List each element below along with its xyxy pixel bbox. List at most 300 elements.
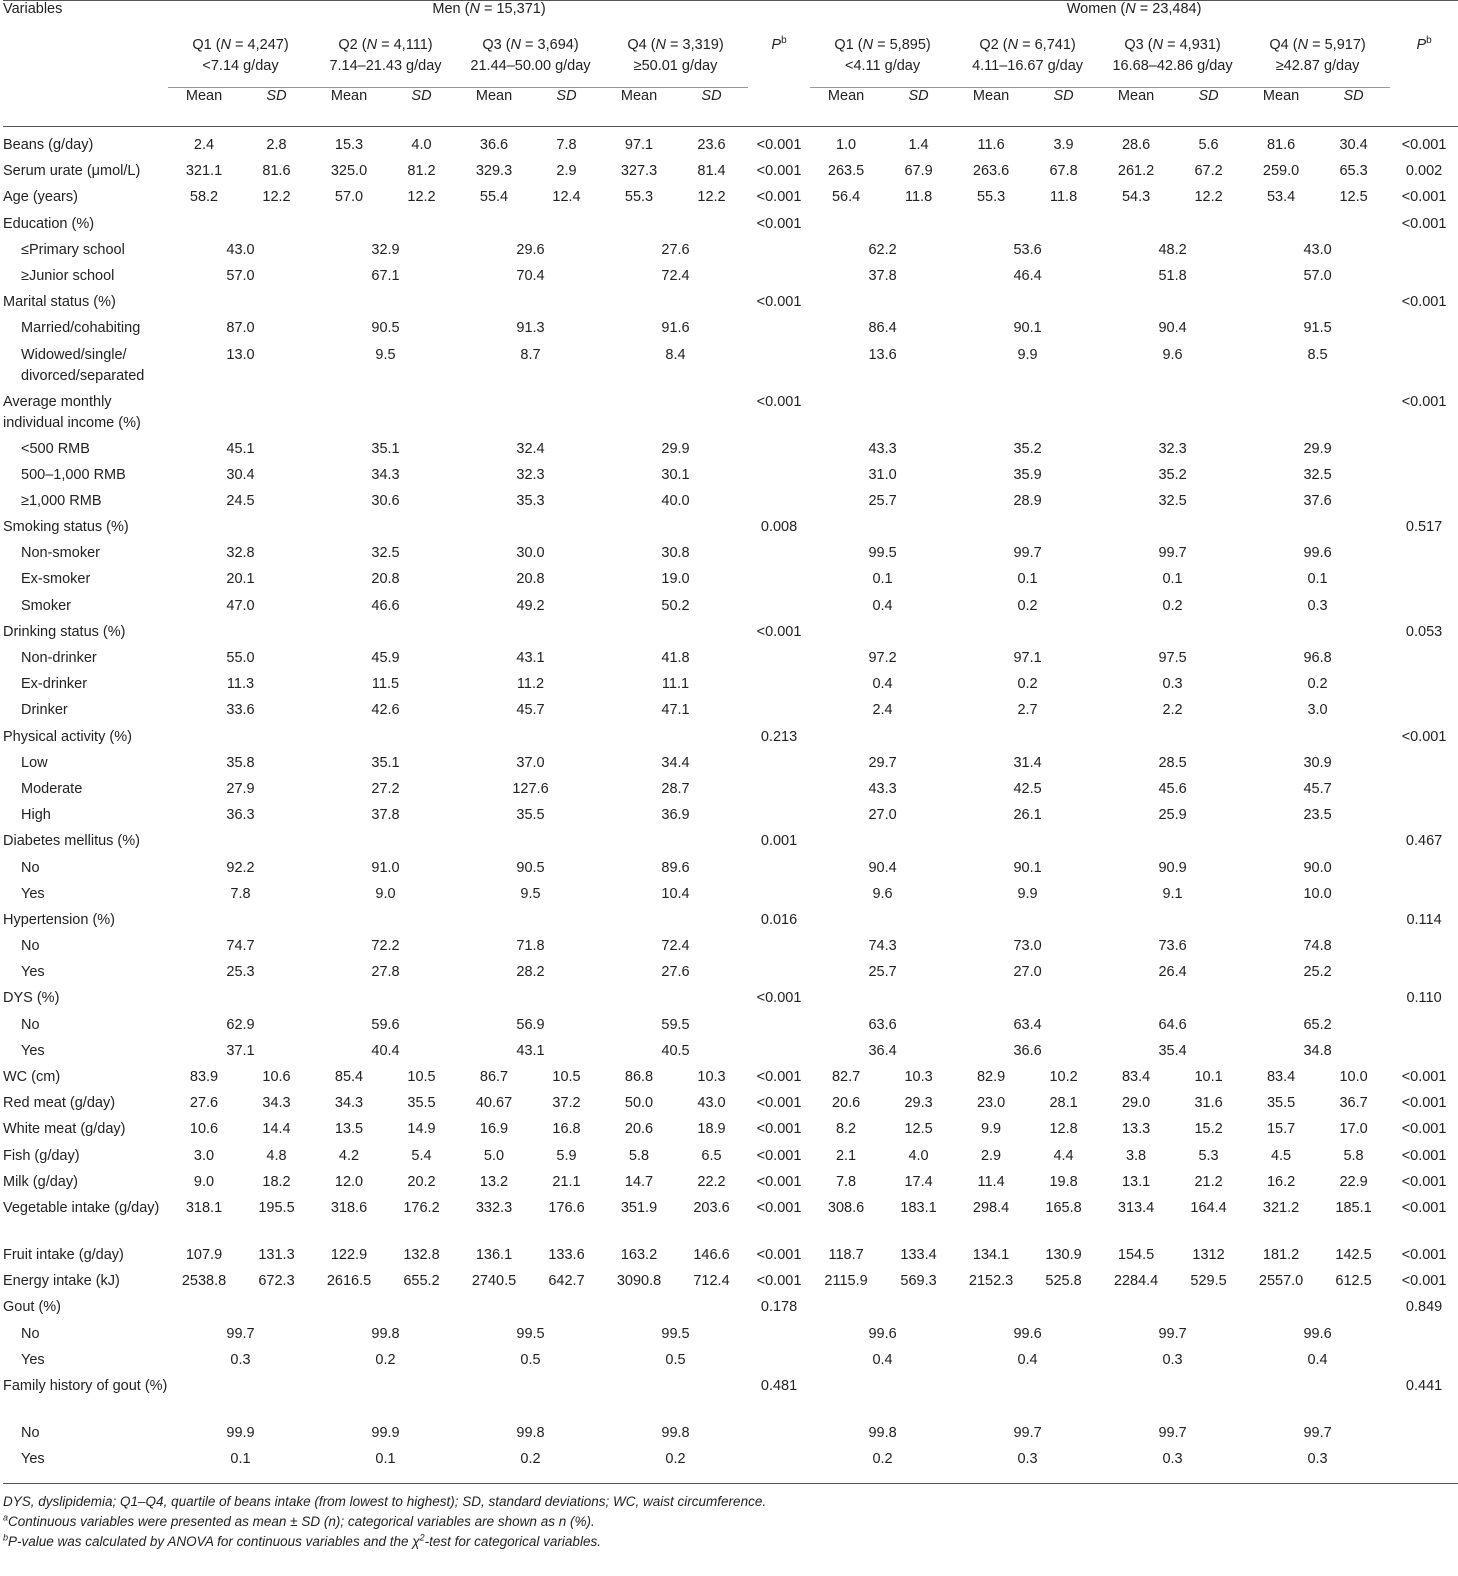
percent-cell: 35.4: [1158, 1042, 1187, 1059]
value-cell: 4.8: [266, 1147, 287, 1164]
quartile-range: <7.14 g/day: [202, 58, 279, 74]
p-value-cell: [748, 936, 810, 962]
percent-cell: 90.5: [516, 859, 545, 876]
percent-cell: 43.0: [226, 241, 255, 258]
p-value-cell: [748, 1423, 810, 1449]
p-value-cell: [1390, 779, 1458, 805]
value-cell: 4.5: [1270, 1147, 1292, 1164]
percent-cell: 45.9: [371, 650, 400, 666]
value-cell: 17.0: [1339, 1121, 1368, 1138]
p-value-cell: <0.001: [756, 1173, 802, 1190]
value-cell: 67.8: [1049, 163, 1078, 180]
value-cell: 2616.5: [326, 1273, 372, 1290]
row-label: Diabetes mellitus (%): [3, 833, 140, 850]
percent-cell: 32.5: [1303, 466, 1332, 483]
p-value-cell: [1390, 569, 1458, 595]
table-row: [3, 805, 1458, 831]
value-cell: 154.5: [1117, 1246, 1155, 1263]
value-cell: 612.5: [1335, 1273, 1372, 1290]
mean-header: Mean: [168, 88, 240, 127]
p-value-cell: [1390, 345, 1458, 392]
percent-cell: 0.2: [1307, 676, 1328, 693]
percent-cell: 25.2: [1303, 964, 1332, 981]
p-value-cell: [748, 318, 810, 344]
row-label: Low: [21, 754, 48, 771]
percent-cell: 89.6: [661, 859, 690, 876]
value-cell: 10.5: [407, 1069, 436, 1085]
value-cell: 2557.0: [1258, 1273, 1304, 1290]
percent-cell: 90.1: [1013, 859, 1042, 876]
percent-cell: 29.9: [661, 440, 690, 457]
table-row: [3, 392, 1458, 439]
percent-cell: 0.2: [458, 1449, 603, 1484]
p-value-cell: <0.001: [756, 1147, 802, 1164]
row-label: Yes: [3, 1449, 168, 1484]
value-cell: 12.2: [697, 189, 726, 206]
percent-cell: 40.0: [661, 492, 690, 509]
percent-cell: 20.8: [371, 571, 400, 588]
percent-cell: 0.2: [1017, 676, 1038, 693]
value-cell: 1312: [1192, 1246, 1225, 1263]
p-value-cell: [748, 439, 810, 465]
percent-cell: 27.6: [661, 241, 690, 258]
table-row: [3, 596, 1458, 622]
percent-cell: 51.8: [1158, 267, 1187, 284]
value-cell: 56.4: [831, 189, 861, 206]
percent-cell: 0.1: [872, 571, 893, 588]
percent-cell: 11.5: [371, 676, 400, 693]
p-value-cell: [1390, 1449, 1458, 1484]
value-cell: 5.6: [1198, 137, 1219, 153]
value-cell: 83.4: [1266, 1069, 1296, 1085]
value-cell: 11.8: [1049, 189, 1078, 206]
p-value-cell: 0.849: [1405, 1299, 1443, 1316]
percent-cell: 90.0: [1303, 859, 1332, 876]
blank-cell: [810, 1297, 1390, 1323]
percent-cell: 30.1: [661, 466, 690, 483]
percent-cell: 9.1: [1162, 885, 1183, 902]
mean-header: Mean: [1100, 88, 1172, 127]
value-cell: 712.4: [693, 1273, 730, 1290]
p-value-cell: <0.001: [756, 1199, 802, 1216]
row-label: Beans (g/day): [3, 137, 94, 153]
value-cell: 10.6: [189, 1121, 219, 1138]
p-value-cell: 0.481: [760, 1377, 798, 1394]
percent-cell: 27.2: [371, 780, 400, 797]
row-label: Hypertension (%): [3, 911, 116, 928]
row-label: Widowed/single/ divorced/separated: [21, 346, 145, 384]
percent-cell: 35.2: [1158, 466, 1187, 483]
value-cell: 29.3: [904, 1095, 933, 1112]
percent-cell: 70.4: [516, 267, 545, 284]
blank-cell: [810, 988, 1390, 1014]
quartile-header: [810, 35, 955, 88]
row-label: Milk (g/day): [3, 1173, 78, 1190]
value-cell: 2.4: [193, 137, 215, 153]
percent-cell: 35.2: [1013, 440, 1042, 457]
value-cell: 118.7: [828, 1246, 864, 1263]
percent-cell: 99.6: [1303, 545, 1332, 562]
value-cell: 569.3: [900, 1273, 937, 1290]
percent-cell: 30.8: [661, 545, 690, 562]
percent-cell: 20.1: [226, 571, 255, 588]
table-row: [3, 858, 1458, 884]
percent-cell: 34.4: [661, 754, 690, 771]
value-cell: 176.6: [548, 1199, 585, 1216]
table-row: [3, 127, 1458, 162]
percent-cell: 0.2: [1017, 597, 1038, 614]
row-label: Ex-smoker: [21, 571, 91, 588]
value-cell: 185.1: [1335, 1199, 1372, 1216]
value-cell: 83.4: [1121, 1069, 1151, 1085]
blank-cell: [810, 1376, 1390, 1423]
p-value-cell: <0.001: [756, 1121, 802, 1138]
value-cell: 65.3: [1339, 163, 1368, 180]
value-cell: 308.6: [827, 1199, 865, 1216]
value-cell: 146.6: [693, 1246, 730, 1263]
percent-cell: 91.6: [661, 320, 690, 337]
p-value-cell: <0.001: [756, 393, 802, 410]
percent-cell: 26.1: [1013, 807, 1042, 824]
percent-cell: 8.5: [1307, 346, 1328, 363]
percent-cell: 29.9: [1303, 440, 1332, 457]
quartile-label: Q1 (N = 4,247): [192, 37, 289, 53]
p-value-cell: 0.110: [1406, 990, 1442, 1007]
quartile-label: Q1 (N = 5,895): [834, 37, 931, 53]
p-value-cell: [1390, 1324, 1458, 1350]
value-cell: 37.2: [552, 1095, 581, 1112]
p-value-cell: [1390, 266, 1458, 292]
row-label: Yes: [21, 885, 45, 902]
value-cell: 163.2: [620, 1246, 658, 1263]
value-cell: 28.6: [1121, 137, 1151, 153]
quartile-range: 7.14–21.43 g/day: [329, 58, 442, 74]
quartile-header: [955, 35, 1100, 88]
value-cell: 21.2: [1194, 1173, 1223, 1190]
value-cell: 14.9: [407, 1121, 436, 1138]
value-cell: 20.6: [831, 1095, 861, 1112]
p-value-cell: <0.001: [1401, 1147, 1447, 1164]
row-label: Drinker: [21, 702, 68, 719]
mean-header: Mean: [955, 88, 1027, 127]
percent-cell: 8.4: [665, 346, 686, 363]
p-value-cell: <0.001: [1401, 1273, 1447, 1290]
percent-cell: 35.9: [1013, 466, 1042, 483]
table-row: [3, 753, 1458, 779]
percent-cell: 99.7: [1013, 545, 1042, 562]
table-row: [3, 1015, 1458, 1041]
percent-cell: 28.9: [1013, 492, 1042, 509]
percent-cell: 33.6: [226, 702, 255, 719]
percent-cell: 99.6: [1013, 1325, 1042, 1342]
p-value-cell: <0.001: [756, 137, 802, 153]
value-cell: 50.0: [624, 1095, 654, 1112]
value-cell: 181.2: [1262, 1246, 1300, 1263]
value-cell: 23.6: [697, 137, 726, 153]
p-value-cell: <0.001: [1401, 294, 1447, 311]
percent-cell: 99.8: [516, 1424, 545, 1441]
value-cell: 176.2: [403, 1199, 440, 1216]
percent-cell: 27.0: [868, 807, 897, 824]
quartile-label: Q2 (N = 4,111): [338, 37, 433, 53]
value-cell: 318.6: [330, 1199, 368, 1216]
row-label: Smoker: [21, 597, 71, 614]
value-cell: 329.3: [475, 163, 513, 180]
percent-cell: 91.0: [371, 859, 400, 876]
percent-cell: 11.3: [226, 676, 255, 693]
percent-cell: 71.8: [516, 938, 545, 955]
quartile-label: Q3 (N = 3,694): [482, 37, 579, 53]
blank-cell: [748, 88, 810, 127]
percent-cell: 26.4: [1158, 964, 1187, 981]
table-row: [3, 831, 1458, 857]
percent-cell: 36.3: [226, 807, 255, 824]
row-label: Married/cohabiting: [21, 320, 141, 337]
percent-cell: 2.4: [872, 702, 893, 719]
p-value-cell: [748, 1041, 810, 1067]
row-label: <500 RMB: [21, 440, 90, 457]
table-row: [3, 1376, 1458, 1423]
row-label: Yes: [21, 964, 45, 981]
sd-header: SD: [1172, 88, 1245, 127]
p-value-cell: 0.213: [760, 728, 798, 745]
row-label: No: [21, 1325, 40, 1342]
value-cell: 9.9: [980, 1121, 1002, 1138]
percent-cell: 28.5: [1158, 754, 1187, 771]
percent-cell: 0.3: [1162, 1351, 1183, 1368]
blank-cell: [168, 727, 748, 753]
p-value-cell: [748, 779, 810, 805]
p-value-cell: <0.001: [756, 163, 802, 180]
percent-cell: 13.6: [868, 346, 897, 363]
percent-cell: 2.2: [1162, 702, 1183, 719]
value-cell: 15.2: [1194, 1121, 1223, 1138]
p-value-cell: 0.053: [1405, 623, 1443, 640]
percent-cell: 7.8: [230, 885, 251, 902]
value-cell: 7.8: [556, 137, 577, 153]
percent-cell: 97.5: [1158, 650, 1187, 666]
percent-cell: 42.5: [1013, 780, 1042, 797]
p-value-cell: [748, 884, 810, 910]
percent-cell: 37.0: [516, 754, 545, 771]
value-cell: 18.2: [262, 1173, 291, 1190]
percent-cell: 13.0: [226, 346, 255, 363]
value-cell: 132.8: [403, 1246, 440, 1263]
percent-cell: 30.9: [1303, 754, 1332, 771]
row-label: ≥Junior school: [21, 267, 115, 284]
blank-cell: [168, 988, 748, 1014]
row-label: Education (%): [3, 215, 95, 232]
percent-cell: 99.6: [1303, 1325, 1332, 1342]
row-label: High: [21, 807, 51, 824]
value-cell: 43.0: [697, 1095, 726, 1112]
percent-cell: 99.9: [226, 1424, 255, 1441]
row-label: Drinking status (%): [3, 623, 126, 640]
percent-cell: 49.2: [516, 597, 545, 614]
percent-cell: 73.0: [1013, 938, 1042, 955]
row-label: Physical activity (%): [3, 728, 132, 745]
quartile-label: Q4 (N = 3,319): [627, 37, 724, 53]
value-cell: 53.4: [1266, 189, 1296, 206]
percent-cell: 0.4: [872, 597, 893, 614]
percent-cell: 28.2: [516, 964, 545, 981]
percent-cell: 0.1: [313, 1449, 458, 1484]
table-row: [3, 700, 1458, 726]
value-cell: 2740.5: [471, 1273, 517, 1290]
percent-cell: 9.6: [1162, 346, 1183, 363]
percent-cell: 62.9: [226, 1016, 255, 1033]
value-cell: 263.5: [827, 163, 865, 180]
p-value-cell: 0.114: [1406, 911, 1442, 928]
value-cell: 30.4: [1339, 137, 1368, 153]
value-cell: 318.1: [185, 1199, 223, 1216]
value-cell: 2.8: [266, 137, 287, 153]
value-cell: 36.6: [479, 137, 509, 153]
percent-cell: 72.4: [661, 938, 690, 955]
table-row: [3, 214, 1458, 240]
value-cell: 10.6: [262, 1069, 291, 1085]
row-label: Serum urate (μmol/L): [3, 163, 141, 180]
value-cell: 34.3: [334, 1095, 364, 1112]
p-value-cell: 0.008: [760, 519, 798, 536]
value-cell: 10.1: [1194, 1069, 1223, 1085]
p-value-cell: [1390, 1041, 1458, 1067]
row-label: 500–1,000 RMB: [21, 466, 126, 483]
p-value-cell: [748, 266, 810, 292]
p-value-cell: [1390, 753, 1458, 779]
p-value-cell: <0.001: [756, 1246, 802, 1263]
value-cell: 18.9: [697, 1121, 726, 1138]
percent-cell: 57.0: [1303, 267, 1332, 284]
percent-cell: 87.0: [226, 320, 255, 337]
value-cell: 3.0: [193, 1147, 215, 1164]
value-cell: 5.0: [483, 1147, 505, 1164]
percent-cell: 99.5: [868, 545, 897, 562]
percent-cell: 3.0: [1307, 702, 1328, 719]
percent-cell: 40.5: [661, 1042, 690, 1059]
blank-cell: [3, 88, 168, 127]
percent-cell: 37.8: [371, 807, 400, 824]
value-cell: 3.8: [1125, 1147, 1147, 1164]
value-cell: 195.5: [258, 1199, 295, 1216]
row-label: No: [21, 1016, 40, 1033]
percent-cell: 96.8: [1303, 650, 1332, 666]
row-label: White meat (g/day): [3, 1121, 126, 1138]
percent-cell: 0.2: [1162, 597, 1183, 614]
p-value-cell: [748, 1449, 810, 1484]
value-cell: 12.2: [262, 189, 291, 206]
value-cell: 14.7: [624, 1173, 654, 1190]
value-cell: 529.5: [1190, 1273, 1227, 1290]
p-value-cell: [1390, 439, 1458, 465]
p-value-cell: <0.001: [1401, 215, 1447, 232]
value-cell: 15.3: [334, 137, 364, 153]
value-cell: 29.0: [1121, 1095, 1151, 1112]
value-cell: 85.4: [334, 1069, 364, 1085]
percent-cell: 0.3: [1307, 597, 1328, 614]
value-cell: 5.8: [1343, 1147, 1364, 1164]
percent-cell: 99.7: [226, 1325, 255, 1342]
row-label: Red meat (g/day): [3, 1095, 116, 1112]
value-cell: 12.5: [904, 1121, 933, 1138]
value-cell: 40.67: [475, 1095, 513, 1112]
row-label: No: [21, 1424, 40, 1441]
percent-cell: 0.4: [1017, 1351, 1038, 1368]
value-cell: 203.6: [693, 1199, 730, 1216]
p-value-cell: [1390, 491, 1458, 517]
percent-cell: 23.5: [1303, 807, 1332, 824]
row-label: Age (years): [3, 189, 78, 206]
p-value-cell: [1390, 465, 1458, 491]
percent-cell: 0.5: [520, 1351, 541, 1368]
p-value-cell: [1390, 240, 1458, 266]
value-cell: 16.8: [552, 1121, 581, 1138]
percent-cell: 32.4: [516, 440, 545, 457]
row-label: ≤Primary school: [21, 241, 125, 258]
value-cell: 58.2: [189, 189, 219, 206]
percent-cell: 34.3: [371, 466, 400, 483]
value-cell: 55.3: [976, 189, 1006, 206]
p-value-cell: [1390, 884, 1458, 910]
p-value-cell: 0.441: [1405, 1377, 1443, 1394]
percent-cell: 86.4: [868, 320, 897, 337]
percent-cell: 0.1: [1162, 571, 1183, 588]
percent-cell: 57.0: [226, 267, 255, 284]
value-cell: 672.3: [258, 1273, 295, 1290]
percent-cell: 46.6: [371, 597, 400, 614]
table-row: [3, 491, 1458, 517]
p-value-header: $P^b$: [1416, 35, 1432, 53]
value-cell: 22.9: [1339, 1173, 1368, 1190]
p-value-cell: [1390, 318, 1458, 344]
percent-cell: 35.1: [371, 440, 400, 457]
percent-cell: 74.8: [1303, 938, 1332, 955]
blank-cell: [168, 292, 748, 318]
value-cell: 17.4: [904, 1173, 933, 1190]
percent-cell: 74.7: [226, 938, 255, 955]
blank-cell: [168, 1376, 748, 1423]
percent-cell: 43.3: [868, 440, 897, 457]
percent-cell: 90.4: [868, 859, 897, 876]
value-cell: 54.3: [1121, 189, 1151, 206]
value-cell: 11.6: [977, 137, 1005, 153]
percent-cell: 9.9: [1017, 885, 1038, 902]
blank-cell: [3, 35, 168, 88]
value-cell: 86.7: [479, 1069, 509, 1085]
p-value-cell: <0.001: [1401, 1121, 1447, 1138]
p-value-cell: [748, 491, 810, 517]
percent-cell: 59.6: [371, 1016, 400, 1033]
table-row: [3, 1297, 1458, 1323]
header-row-mean-sd: [3, 88, 1458, 127]
value-cell: 21.1: [552, 1173, 581, 1190]
p-value-cell: [748, 596, 810, 622]
value-cell: 122.9: [330, 1246, 368, 1263]
value-cell: 2538.8: [181, 1273, 227, 1290]
value-cell: 263.6: [972, 163, 1010, 180]
value-cell: 3090.8: [616, 1273, 662, 1290]
value-cell: 34.3: [262, 1095, 291, 1112]
percent-cell: 0.4: [872, 1351, 893, 1368]
percent-cell: 90.5: [371, 320, 400, 337]
value-cell: 313.4: [1117, 1199, 1155, 1216]
percent-cell: 0.3: [1100, 1449, 1245, 1484]
quartile-range: ≥42.87 g/day: [1275, 58, 1360, 74]
value-cell: 2.9: [556, 163, 577, 180]
value-cell: 332.3: [475, 1199, 513, 1216]
value-cell: 134.1: [972, 1246, 1010, 1263]
blank-cell: [810, 292, 1390, 318]
